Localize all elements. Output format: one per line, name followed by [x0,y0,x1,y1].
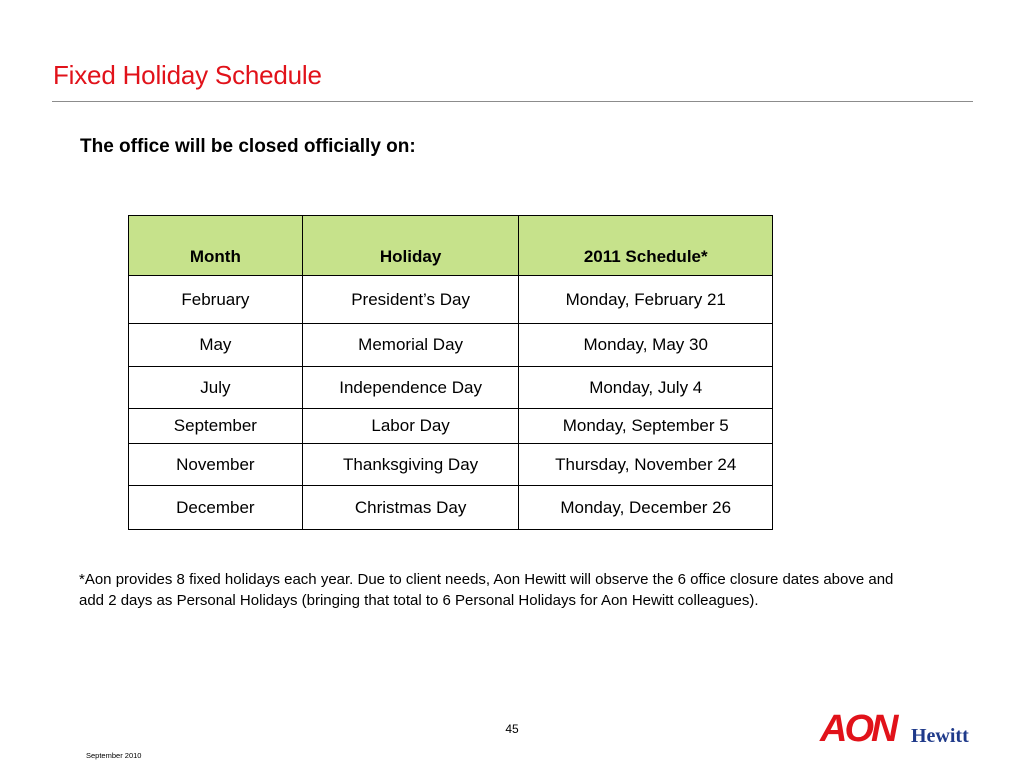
cell-holiday: Labor Day [302,409,519,444]
cell-schedule: Monday, February 21 [519,276,773,324]
slide-title: Fixed Holiday Schedule [53,60,322,90]
cell-month: July [129,367,303,409]
logo-brand: AON [820,708,896,745]
cell-month: May [129,324,303,367]
cell-holiday: Christmas Day [302,486,519,530]
slide-subtitle: The office will be closed officially on: [80,136,416,157]
footer-date: September 2010 [86,751,142,760]
title-divider [52,101,973,102]
cell-schedule: Monday, May 30 [519,324,773,367]
table-row [129,367,773,409]
cell-holiday: President’s Day [302,276,519,324]
footnote: *Aon provides 8 fixed holidays each year. Due to client needs, Aon Hewitt will observe the 6 office closure dates above and add 2 days as Personal Holidays (bringing that total to 6 Personal Holidays for Aon Hewitt colleagues). [79,571,894,609]
cell-holiday: Memorial Day [302,324,519,367]
cell-schedule: Thursday, November 24 [519,444,773,486]
header-month: Month [129,216,303,276]
table-row [129,409,773,444]
header-holiday: Holiday [302,216,519,276]
cell-holiday: Thanksgiving Day [302,444,519,486]
cell-schedule: Monday, December 26 [519,486,773,530]
header-schedule: 2011 Schedule* [519,216,773,276]
cell-month: December [129,486,303,530]
page-number: 45 [505,722,519,736]
logo-suffix: Hewitt [911,725,969,745]
cell-schedule: Monday, July 4 [519,367,773,409]
aon-hewitt-logo [818,705,978,745]
table-row [129,444,773,486]
cell-holiday: Independence Day [302,367,519,409]
cell-month: February [129,276,303,324]
table-row [129,486,773,530]
table-row [129,276,773,324]
holiday-schedule-table [128,215,773,530]
cell-month: November [129,444,303,486]
table-row [129,324,773,367]
cell-month: September [129,409,303,444]
cell-schedule: Monday, September 5 [519,409,773,444]
table-header-row [129,216,773,276]
